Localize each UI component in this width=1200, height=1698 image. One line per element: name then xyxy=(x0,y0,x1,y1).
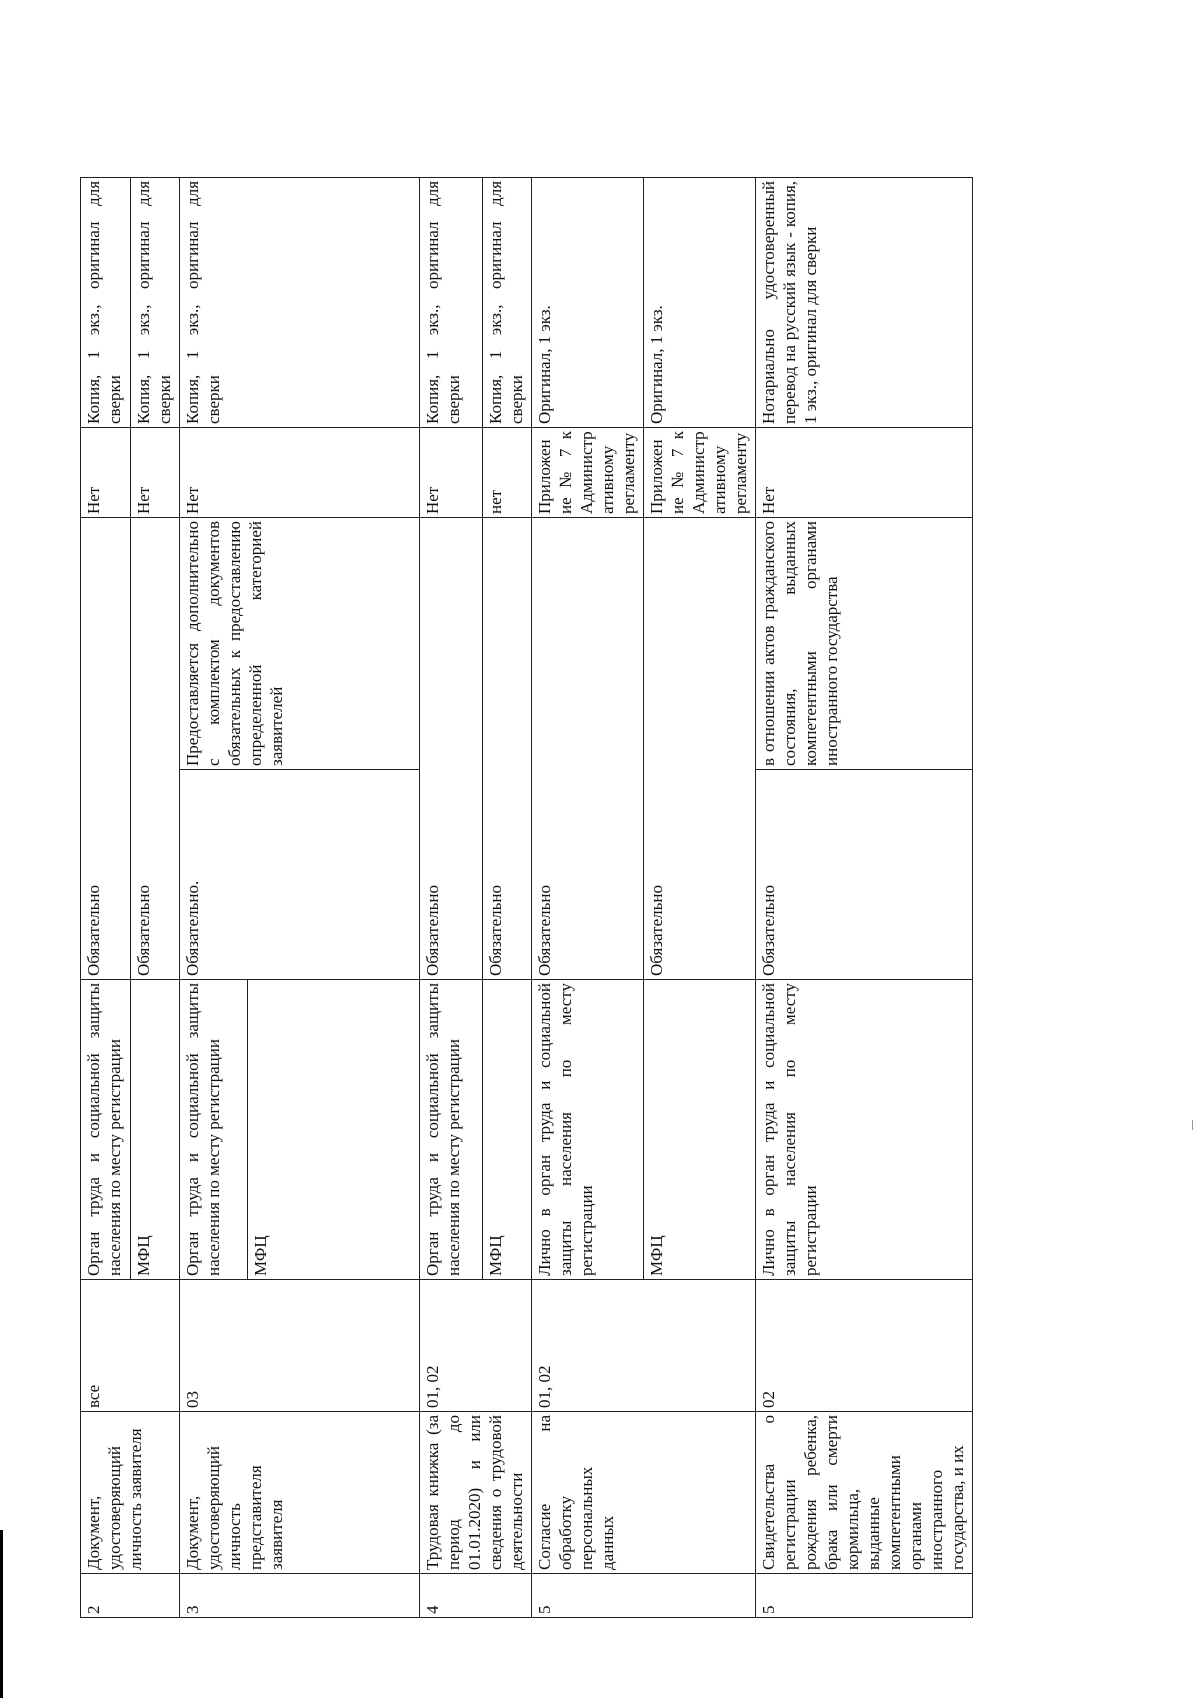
row-number: 4 xyxy=(420,1574,532,1618)
applicant-categories: 01, 02 xyxy=(532,1280,756,1412)
mandatory-flag: Обязательно xyxy=(131,517,180,979)
mandatory-flag: Обязательно. xyxy=(180,770,420,980)
form-template: Нет xyxy=(180,427,420,517)
form-template: Нет xyxy=(131,427,180,517)
mandatory-flag: Обязательно xyxy=(420,517,483,979)
applicant-categories: 02 xyxy=(756,1280,973,1412)
copy-requirement: Оригинал, 1 экз. xyxy=(532,177,644,427)
row-number: 5 xyxy=(532,1574,756,1618)
mandatory-flag: Обязательно xyxy=(532,517,644,979)
mandatory-text: Обязательно xyxy=(759,885,778,976)
submission-place: МФЦ xyxy=(131,980,180,1280)
applicant-categories: 01, 02 xyxy=(420,1280,532,1412)
document-name: Свидетельства о регистрации рождения ребенка, брака или смерти кормильца, выданные компетентными органами иностранного государства, и их xyxy=(756,1412,973,1574)
mandatory-flag xyxy=(756,770,973,980)
copy-requirement: Копия, 1 экз., оригинал для сверки xyxy=(81,177,131,427)
form-template: Нет xyxy=(756,427,973,517)
copy-requirement: Нотариально удостоверенный перевод на русский язык - копия, 1 экз., оригинал для сверки xyxy=(756,177,973,427)
applicant-categories: все xyxy=(81,1280,180,1412)
copy-requirement: Копия, 1 экз., оригинал для сверки xyxy=(131,177,180,427)
document-name: Документ, удостоверяющий личность представителя заявителя xyxy=(180,1412,420,1574)
table-row xyxy=(756,177,973,1617)
table-row xyxy=(180,177,248,1617)
submission-place: МФЦ xyxy=(644,980,756,1280)
notes: в отношении актов гражданского состояния, выданных компетентными органами иностранного государства xyxy=(756,517,973,769)
submission-place: МФЦ xyxy=(248,980,420,1280)
document-name: Документ, удостоверяющий личность заявителя xyxy=(81,1412,180,1574)
rotated-page xyxy=(0,180,1200,1698)
mandatory-flag: Обязательно xyxy=(644,517,756,979)
table-row xyxy=(532,177,644,1617)
row-number: 5 xyxy=(756,1574,973,1618)
table-row xyxy=(420,177,483,1617)
submission-place: Лично в орган труда и социальной защиты населения по месту регистрации xyxy=(532,980,644,1280)
row-number: 2 xyxy=(81,1574,180,1618)
copy-requirement: Копия, 1 экз., оригинал для сверки xyxy=(482,177,531,427)
submission-place: МФЦ xyxy=(482,980,531,1280)
form-template: Нет xyxy=(81,427,131,517)
table-row xyxy=(81,177,131,1617)
document-name: Трудовая книжка (за период до 01.01.2020) и или сведения о трудовой деятельности xyxy=(420,1412,532,1574)
row-number: 3 xyxy=(180,1574,420,1618)
document-name: Согласие на обработку персональных данных xyxy=(532,1412,756,1574)
submission-place: Орган труда и социальной защиты населения по месту регистрации xyxy=(81,980,131,1280)
submission-place: Орган труда и социальной защиты населения по месту регистрации xyxy=(420,980,483,1280)
mandatory-flag: Обязательно xyxy=(482,517,531,979)
applicant-categories: 03 xyxy=(180,1280,420,1412)
form-template: нет xyxy=(482,427,531,517)
submission-place: Лично в орган труда и социальной защиты населения по месту регистрации xyxy=(756,980,973,1280)
form-template: Приложение № 7 к Административному регламенту xyxy=(644,427,756,517)
form-template: Нет xyxy=(420,427,483,517)
submission-place: Орган труда и социальной защиты населения по месту регистрации xyxy=(180,980,248,1280)
documents-table xyxy=(80,177,973,1618)
copy-requirement: Копия, 1 экз., оригинал для сверки xyxy=(420,177,483,427)
copy-requirement: Оригинал, 1 экз. xyxy=(644,177,756,427)
scan-edge-mark xyxy=(0,1530,3,1698)
copy-requirement: Копия, 1 экз., оригинал для сверки xyxy=(180,177,420,427)
mandatory-flag: Обязательно xyxy=(81,517,131,979)
form-template: Приложение № 7 к Административному регламенту xyxy=(532,427,644,517)
scan-artifact xyxy=(1192,1120,1193,1130)
notes: Предоставляется дополнительно с комплектом документов обязательных к предоставлению определенной категорией заявителей xyxy=(180,517,420,769)
